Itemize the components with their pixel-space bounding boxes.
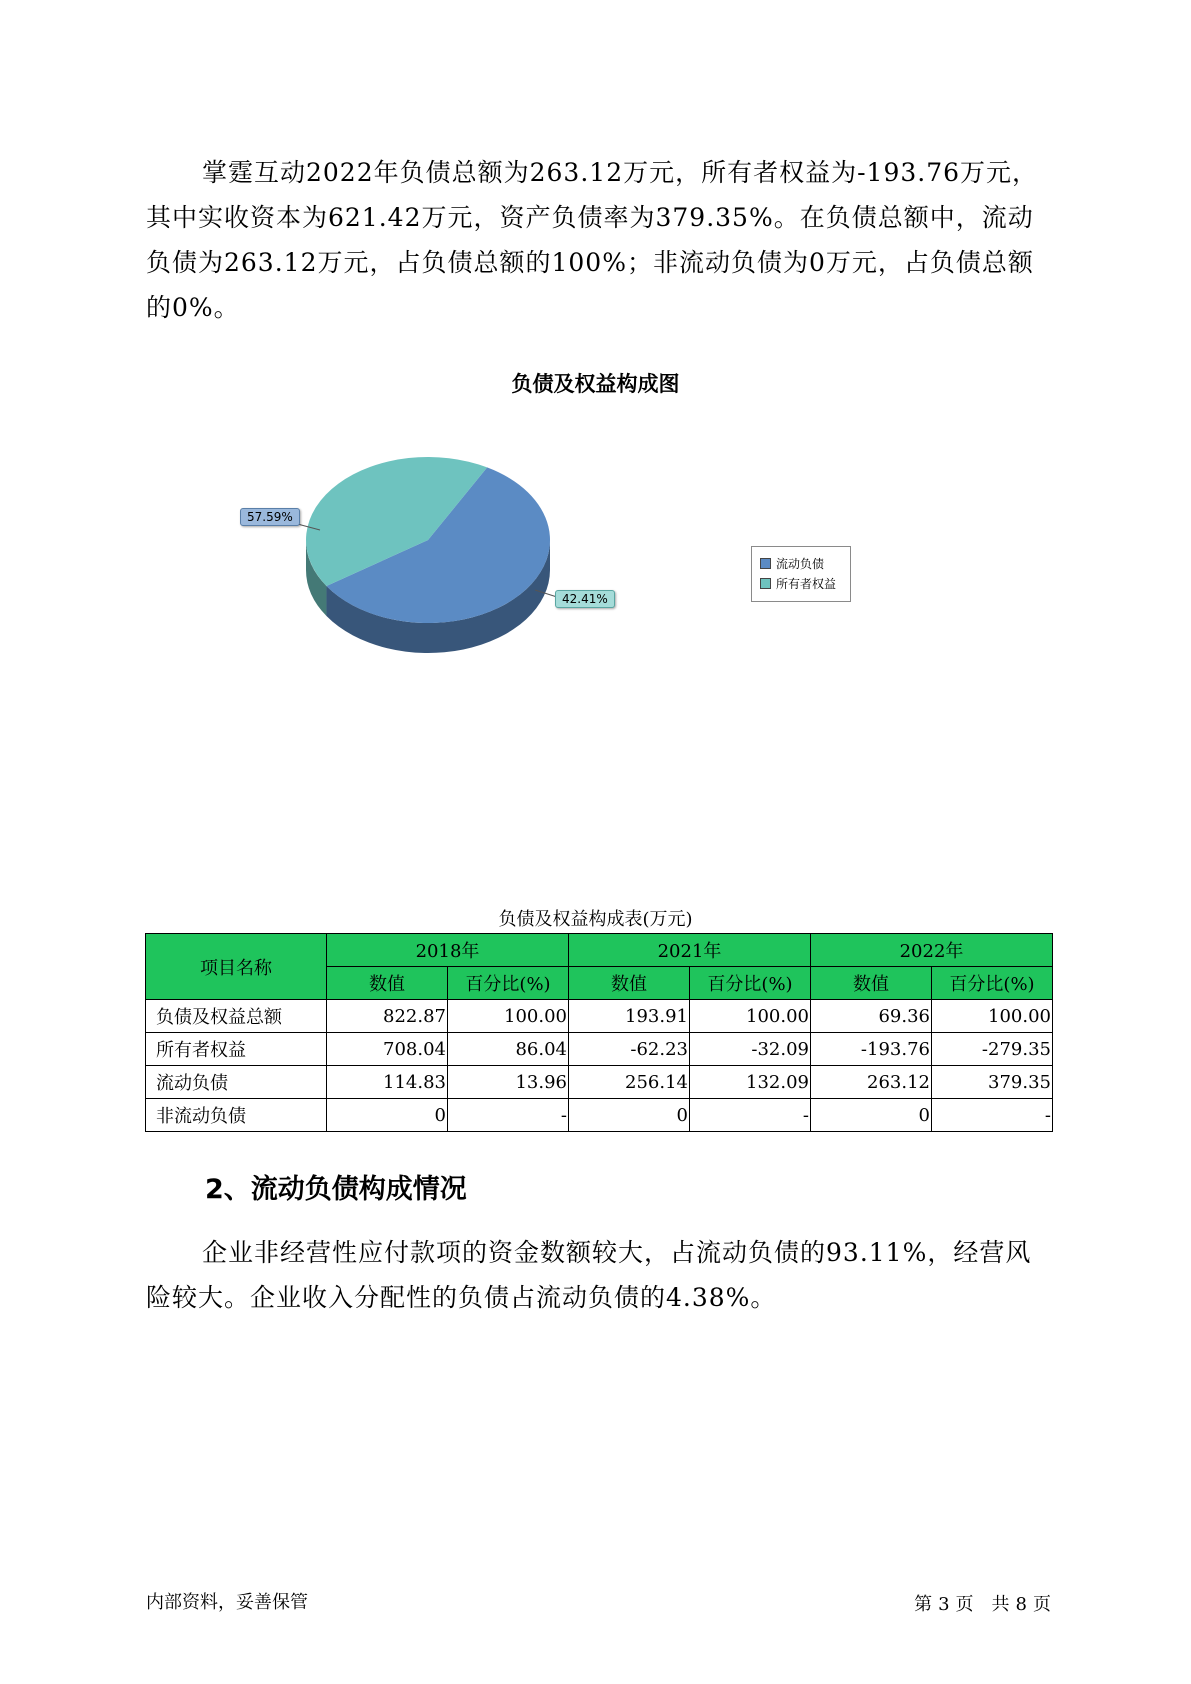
liability-equity-table xyxy=(145,933,1053,1132)
cell: -193.76 xyxy=(811,1033,932,1066)
cell: 0 xyxy=(811,1099,932,1132)
header-percent: 百分比(%) xyxy=(690,967,811,1000)
cell: 193.91 xyxy=(569,1000,690,1033)
cell: - xyxy=(448,1099,569,1132)
body-paragraph: 企业非经营性应付款项的资金数额较大，占流动负债的93.11%，经营风险较大。企业收入分配性的负债占流动负债的4.38%。 xyxy=(146,1238,1032,1312)
header-year: 2021年 xyxy=(569,934,811,967)
header-year: 2018年 xyxy=(327,934,569,967)
header-percent: 百分比(%) xyxy=(448,967,569,1000)
row-name: 流动负债 xyxy=(146,1066,327,1099)
page-number xyxy=(908,1590,1051,1616)
header-item-name: 项目名称 xyxy=(146,934,327,1000)
chart-title: 负债及权益构成图 xyxy=(511,372,680,396)
cell: 100.00 xyxy=(448,1000,569,1033)
page-total: 8 xyxy=(1015,1594,1027,1615)
legend-item xyxy=(760,573,850,593)
pie-label-current-liabilities: 57.59% xyxy=(240,508,300,526)
legend-item xyxy=(760,553,850,573)
legend-label: 所有者权益 xyxy=(776,576,837,591)
cell: 0 xyxy=(569,1099,690,1132)
cell: 822.87 xyxy=(327,1000,448,1033)
legend-label: 流动负债 xyxy=(776,556,825,571)
legend-swatch xyxy=(760,558,771,569)
legend-swatch xyxy=(760,578,771,589)
pie-label-owner-equity: 42.41% xyxy=(555,590,615,608)
header-value: 数值 xyxy=(327,967,448,1000)
cell: 0 xyxy=(327,1099,448,1132)
table-row xyxy=(146,1033,1053,1066)
cell: 263.12 xyxy=(811,1066,932,1099)
intro-paragraph: 掌霆互动2022年负债总额为263.12万元，所有者权益为-193.76万元，其中实收资本为621.42万元，资产负债率为379.35%。在负债总额中，流动负债为263.12万元，占负债总额的100%；非流动负债为0万元，占负债总额的0%。 xyxy=(146,158,1039,322)
header-value: 数值 xyxy=(569,967,690,1000)
header-percent: 百分比(%) xyxy=(932,967,1053,1000)
cell: 13.96 xyxy=(448,1066,569,1099)
cell: 132.09 xyxy=(690,1066,811,1099)
table-caption: 负债及权益构成表(万元) xyxy=(498,909,693,930)
cell: 114.83 xyxy=(327,1066,448,1099)
pie-chart xyxy=(0,0,1191,720)
cell: 708.04 xyxy=(327,1033,448,1066)
cell: -32.09 xyxy=(690,1033,811,1066)
table-row xyxy=(146,1066,1053,1099)
table-row xyxy=(146,1000,1053,1033)
cell: - xyxy=(932,1099,1053,1132)
row-name: 负债及权益总额 xyxy=(146,1000,327,1033)
header-year: 2022年 xyxy=(811,934,1053,967)
cell: 256.14 xyxy=(569,1066,690,1099)
page-current: 3 xyxy=(938,1594,950,1615)
cell: -62.23 xyxy=(569,1033,690,1066)
cell: 100.00 xyxy=(690,1000,811,1033)
table-row xyxy=(146,1099,1053,1132)
cell: 86.04 xyxy=(448,1033,569,1066)
section-heading: 2、流动负债构成情况 xyxy=(205,1174,467,1205)
cell: 100.00 xyxy=(932,1000,1053,1033)
chart-legend xyxy=(751,546,851,602)
footer-confidential: 内部资料，妥善保管 xyxy=(146,1592,308,1613)
page-suffix: 页 xyxy=(1033,1594,1051,1615)
row-name: 非流动负债 xyxy=(146,1099,327,1132)
cell: 69.36 xyxy=(811,1000,932,1033)
cell: 379.35 xyxy=(932,1066,1053,1099)
header-value: 数值 xyxy=(811,967,932,1000)
row-name: 所有者权益 xyxy=(146,1033,327,1066)
cell: -279.35 xyxy=(932,1033,1053,1066)
page-mid: 页 共 xyxy=(955,1594,1010,1615)
cell: - xyxy=(690,1099,811,1132)
page-prefix: 第 xyxy=(914,1594,933,1615)
